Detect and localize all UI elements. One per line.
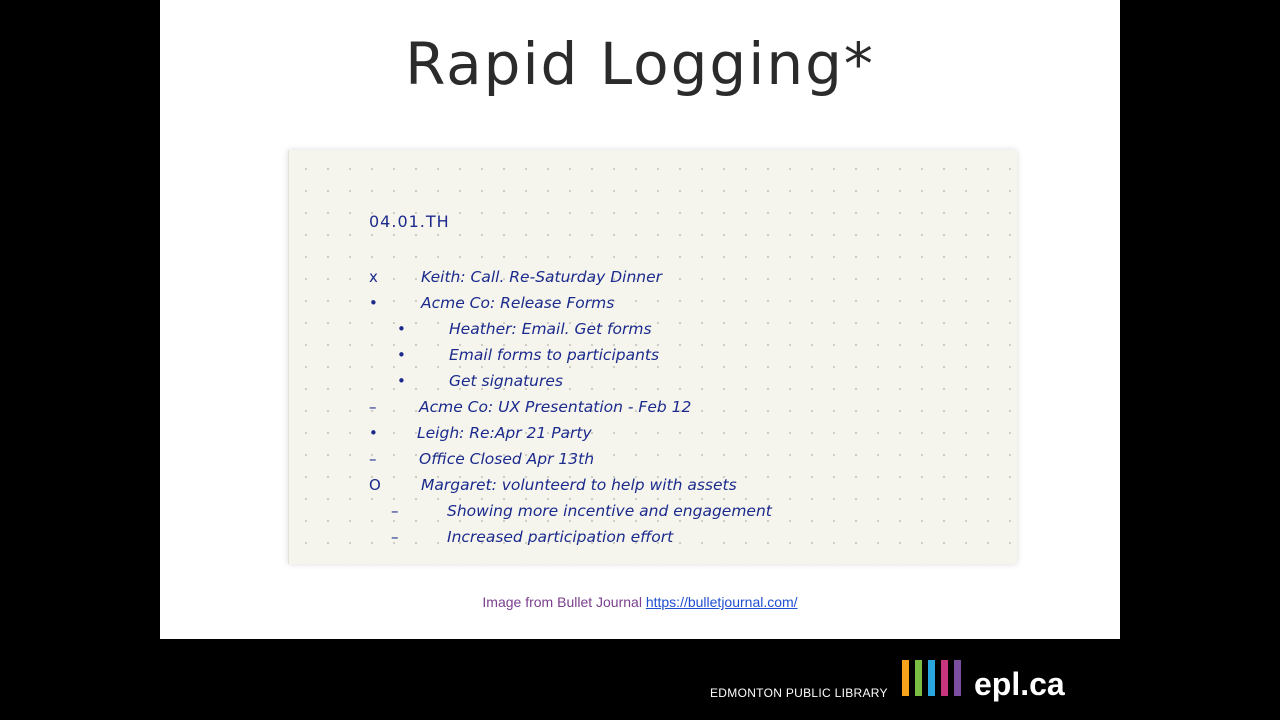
entry-text: Margaret: volunteerd to help with assets [421,476,737,494]
bulletjournal-link[interactable]: https://bulletjournal.com/ [645,594,798,610]
note-dash-symbol: – [391,528,399,546]
entry-text: Acme Co: Release Forms [421,294,615,312]
logo-bar [902,660,909,696]
task-bullet-symbol: • [397,346,406,364]
event-circle-symbol: O [369,476,381,494]
entry-text: Leigh: Re:Apr 21 Party [417,424,592,442]
note-dash-symbol: – [369,450,377,468]
task-bullet-symbol: • [369,294,378,312]
entry-text: Keith: Call. Re-Saturday Dinner [421,268,663,286]
entry-text: Heather: Email. Get forms [449,320,652,338]
logo-bar [915,660,922,696]
entry-text: Acme Co: UX Presentation - Feb 12 [419,398,692,416]
task-complete-symbol: x [369,268,378,286]
slide-title: Rapid Logging* [405,30,875,98]
logo-bar [928,660,935,696]
caption-prefix: Image from Bullet Journal [482,594,646,610]
entry-text: Office Closed Apr 13th [419,450,595,468]
logo-bar [954,660,961,696]
entry-text: Get signatures [449,372,563,390]
journal-date: 04.01.TH [369,212,450,231]
logo-bar [941,660,948,696]
task-bullet-symbol: • [397,320,406,338]
slide [160,0,1120,639]
entry-text: Increased participation effort [447,528,674,546]
epl-site-logo: epl.ca [974,666,1065,702]
library-name: EDMONTON PUBLIC LIBRARY [710,686,888,700]
journal-image [288,150,1017,564]
note-dash-symbol: – [369,398,377,416]
image-caption [160,594,1120,610]
task-bullet-symbol: • [369,424,378,442]
task-bullet-symbol: • [397,372,406,390]
entry-text: Email forms to participants [449,346,660,364]
note-dash-symbol: – [391,502,399,520]
entry-text: Showing more incentive and engagement [447,502,772,520]
